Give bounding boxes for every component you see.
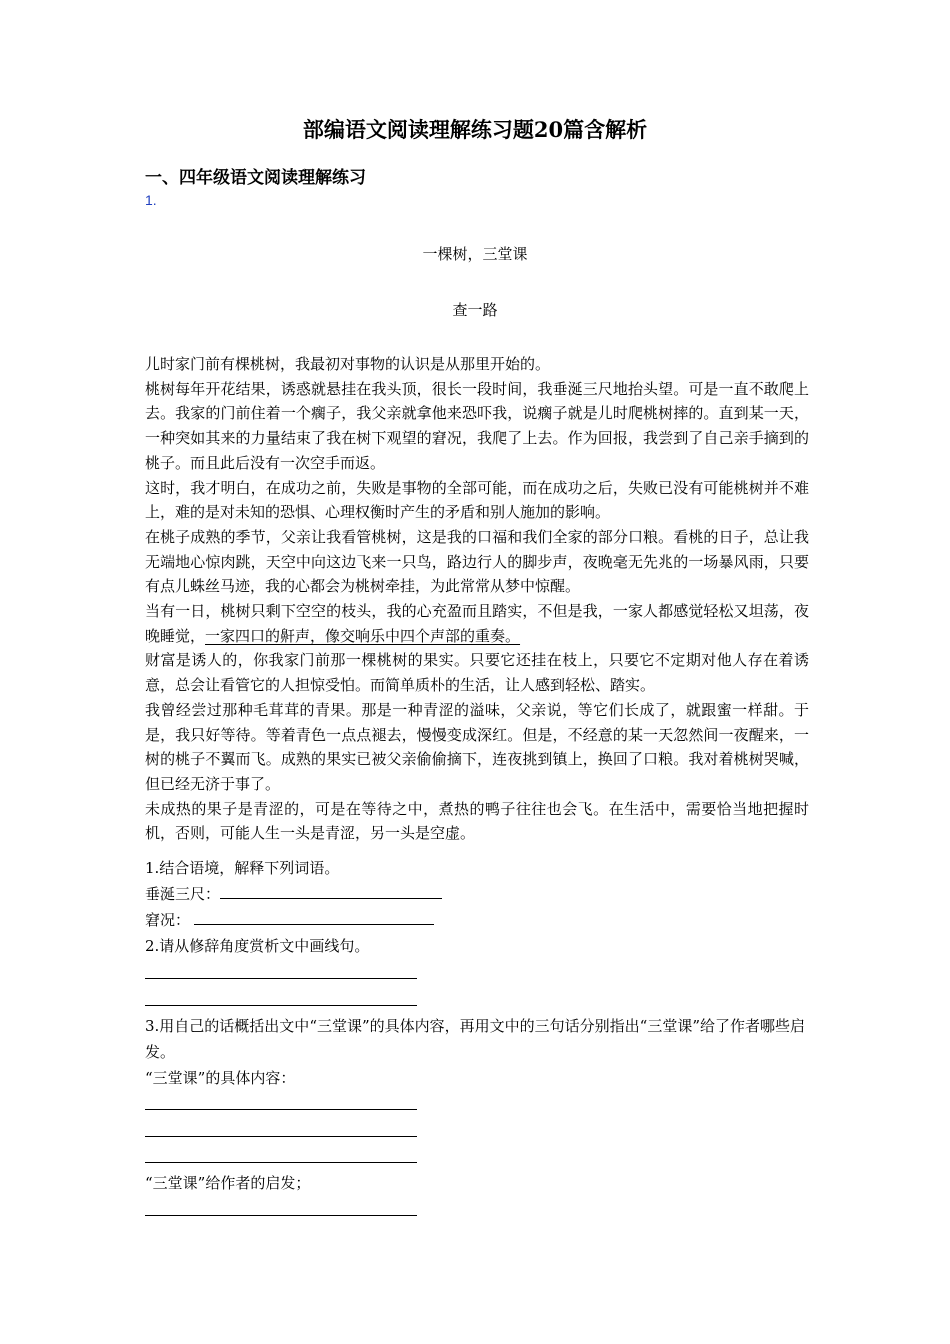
paragraph: 财富是诱人的，你我家门前那一棵桃树的果实。只要它还挂在枝上，只要它不定期对他人存在着诱意，总会让看管它的人担惊受怕。而简单质朴的生活，让人感到轻松、踏实。 [145, 651, 809, 695]
answer-line[interactable] [145, 1162, 417, 1163]
section-heading: 一、四年级语文阅读理解练习 [145, 168, 366, 188]
question-1a-label: 垂涎三尺： [145, 885, 221, 903]
question-3b: “三堂课”给作者的启发； [145, 1174, 311, 1192]
paragraph: 我曾经尝过那种毛茸茸的青果。那是一种青涩的溢味，父亲说，等它们长成了，就跟蜜一样甜。于是，我只好等待。等着青色一点点褪去，慢慢变成深红。但是，不经意的某一天忽然间一夜醒来，一树的桃子不翼而飞。成熟的果实已被父亲偷偷摘下，连夜挑到镇上，换回了口粮。我对着桃树哭喊，但已经无济于事了。 [145, 700, 809, 793]
question-2: 2.请从修辞角度赏析文中画线句。 [145, 937, 370, 955]
paragraph: 在桃子成熟的季节，父亲让我看管桃树，这是我的口福和我们全家的部分口粮。看桃的日子，总让我无端地心惊肉跳，天空中向这边飞来一只鸟，路边行人的脚步声，夜晚毫无先兆的一场暴风雨，只要有点儿蛛丝马迹，我的心都会为桃树牵挂，为此常常从梦中惊醒。 [145, 527, 809, 596]
question-1a [145, 882, 809, 908]
paragraph: 这时，我才明白，在成功之前，失败是事物的全部可能，而在成功之后，失败已没有可能桃树并不难上，难的是对未知的恐惧、心理权衡时产生的矛盾和别人施加的影响。 [145, 478, 809, 522]
article-author: 查一路 [452, 301, 498, 319]
paragraph: 未成热的果子是青涩的，可是在等待之中，煮热的鸭子往往也会飞。在生活中，需要恰当地把握时机，否则，可能人生一头是青涩，另一头是空虚。 [145, 799, 809, 843]
question-3: 3.用自己的话概括出文中“三堂课”的具体内容，再用文中的三句话分别指出“三堂课”给了作者哪些启发。 [145, 1017, 805, 1061]
answer-line[interactable] [145, 1109, 417, 1110]
article-body [145, 352, 809, 846]
document-title: 部编语文阅读理解练习题20篇含解析 [302, 117, 648, 142]
answer-line[interactable] [145, 1005, 417, 1006]
paragraph [145, 599, 809, 648]
answer-blank[interactable] [220, 882, 442, 899]
underlined-sentence: 一家四口的鼾声，像交响乐中四个声部的重奏。 [205, 626, 521, 645]
answer-line[interactable] [145, 1215, 417, 1216]
paragraph: 桃树每年开花结果，诱惑就悬挂在我头顶，很长一段时间，我垂涎三尺地抬头望。可是一直不敢爬上去。我家的门前住着一个瘸子，我父亲就拿他来恐吓我，说瘸子就是儿时爬桃树摔的。直到某一天，一种突如其来的力量结束了我在树下观望的窘况，我爬了上去。作为回报，我尝到了自己亲手摘到的桃子。而且此后没有一次空手而返。 [145, 379, 809, 472]
question-1: 1.结合语境，解释下列词语。 [145, 859, 340, 877]
article-title: 一棵树，三堂课 [422, 245, 528, 263]
paragraph-text: 当有一日，桃树只剩下空空的枝头，我的心充盈而且踏实，不但是我，一家人都感觉轻松又坦荡，夜晚睡觉， [145, 602, 809, 645]
question-3a: “三堂课”的具体内容： [145, 1069, 296, 1087]
paragraph: 儿时家门前有棵桃树，我最初对事物的认识是从那里开始的。 [145, 355, 551, 373]
answer-line[interactable] [145, 978, 417, 979]
answer-line[interactable] [145, 1136, 417, 1137]
answer-blank[interactable] [194, 908, 434, 925]
question-1b [145, 908, 809, 934]
question-1b-label: 窘况： [145, 911, 191, 929]
question-number: 1. [145, 192, 157, 208]
